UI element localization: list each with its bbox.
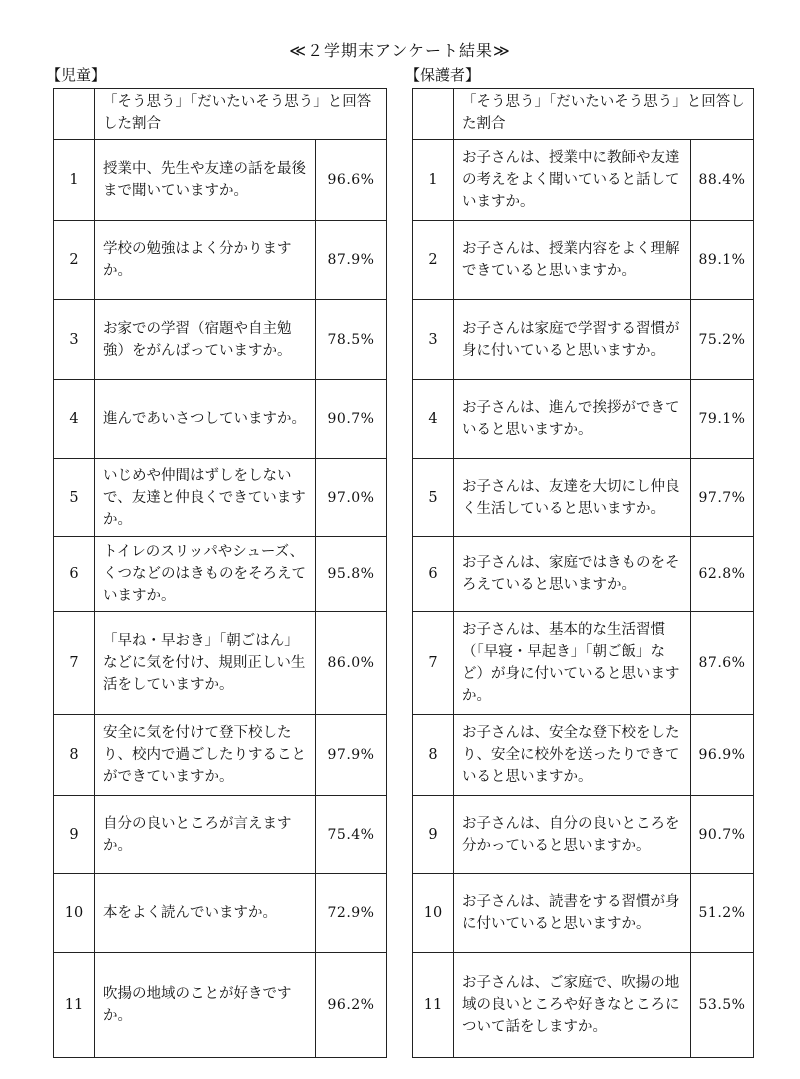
percent-cell: 96.2% — [316, 953, 387, 1058]
row-number: 10 — [54, 874, 95, 953]
student-row-7 — [54, 612, 387, 715]
student-row-3 — [54, 300, 387, 380]
percent-cell: 97.9% — [316, 715, 387, 796]
question-cell: お子さんは、授業内容をよく理解できていると思いますか。 — [454, 221, 691, 300]
question-cell: お子さんは、進んで挨拶ができていると思いますか。 — [454, 380, 691, 459]
guardian-row-4 — [413, 380, 754, 459]
student-row-8 — [54, 715, 387, 796]
row-number: 9 — [413, 796, 454, 874]
question-cell: 進んであいさつしていますか。 — [95, 380, 316, 459]
question-cell: 授業中、先生や友達の話を最後まで聞いていますか。 — [95, 140, 316, 221]
question-cell: お子さんは、読書をする習慣が身に付いていると思いますか。 — [454, 874, 691, 953]
question-cell: いじめや仲間はずしをしないで、友達と仲良くできていますか。 — [95, 459, 316, 537]
row-number: 2 — [54, 221, 95, 300]
row-number: 4 — [413, 380, 454, 459]
row-number: 1 — [413, 140, 454, 221]
student-header-num-cell — [54, 89, 95, 140]
question-cell: お子さんは、基本的な生活習慣（「早寝・早起き」「朝ご飯」など）が身に付いていると思いますか。 — [454, 612, 691, 715]
row-number: 8 — [54, 715, 95, 796]
percent-cell: 89.1% — [691, 221, 754, 300]
guardian-row-10 — [413, 874, 754, 953]
row-number: 6 — [413, 537, 454, 612]
percent-cell: 75.2% — [691, 300, 754, 380]
student-row-1 — [54, 140, 387, 221]
row-number: 4 — [54, 380, 95, 459]
question-cell: トイレのスリッパやシューズ、くつなどのはきものをそろえていますか。 — [95, 537, 316, 612]
guardian-survey-table — [412, 88, 754, 1058]
row-number: 5 — [413, 459, 454, 537]
percent-cell: 86.0% — [316, 612, 387, 715]
question-cell: お子さんは家庭で学習する習慣が身に付いていると思いますか。 — [454, 300, 691, 380]
percent-cell: 62.8% — [691, 537, 754, 612]
guardian-row-5 — [413, 459, 754, 537]
row-number: 2 — [413, 221, 454, 300]
student-section-label: 【児童】 — [46, 66, 107, 84]
question-cell: お家での学習（宿題や自主勉強）をがんばっていますか。 — [95, 300, 316, 380]
percent-cell: 88.4% — [691, 140, 754, 221]
student-row-6 — [54, 537, 387, 612]
question-cell: 自分の良いところが言えますか。 — [95, 796, 316, 874]
percent-cell: 72.9% — [316, 874, 387, 953]
question-cell: 安全に気を付けて登下校したり、校内で過ごしたりすることができていますか。 — [95, 715, 316, 796]
row-number: 1 — [54, 140, 95, 221]
student-row-5 — [54, 459, 387, 537]
guardian-row-6 — [413, 537, 754, 612]
percent-cell: 79.1% — [691, 380, 754, 459]
student-row-11 — [54, 953, 387, 1058]
guardian-row-1 — [413, 140, 754, 221]
student-row-10 — [54, 874, 387, 953]
row-number: 10 — [413, 874, 454, 953]
percent-cell: 51.2% — [691, 874, 754, 953]
row-number: 3 — [413, 300, 454, 380]
row-number: 6 — [54, 537, 95, 612]
percent-cell: 97.7% — [691, 459, 754, 537]
percent-cell: 96.6% — [316, 140, 387, 221]
guardian-header-cell: 「そう思う」「だいたいそう思う」と回答した割合 — [454, 89, 754, 140]
percent-cell: 87.9% — [316, 221, 387, 300]
row-number: 11 — [413, 953, 454, 1058]
percent-cell: 90.7% — [316, 380, 387, 459]
question-cell: お子さんは、安全な登下校をしたり、安全に校外を送ったりできていると思いますか。 — [454, 715, 691, 796]
guardian-header-row — [413, 89, 754, 140]
guardian-row-7 — [413, 612, 754, 715]
percent-cell: 78.5% — [316, 300, 387, 380]
row-number: 9 — [54, 796, 95, 874]
percent-cell: 95.8% — [316, 537, 387, 612]
row-number: 11 — [54, 953, 95, 1058]
question-cell: 本をよく読んでいますか。 — [95, 874, 316, 953]
question-cell: お子さんは、自分の良いところを分かっていると思いますか。 — [454, 796, 691, 874]
page-title: ≪２学期末アンケート結果≫ — [289, 41, 511, 60]
percent-cell: 75.4% — [316, 796, 387, 874]
guardian-row-11 — [413, 953, 754, 1058]
row-number: 5 — [54, 459, 95, 537]
guardian-row-8 — [413, 715, 754, 796]
student-header-row — [54, 89, 387, 140]
percent-cell: 90.7% — [691, 796, 754, 874]
student-row-4 — [54, 380, 387, 459]
question-cell: 学校の勉強はよく分かりますか。 — [95, 221, 316, 300]
row-number: 7 — [54, 612, 95, 715]
student-header-cell: 「そう思う」「だいたいそう思う」と回答した割合 — [95, 89, 387, 140]
student-row-2 — [54, 221, 387, 300]
guardian-section-label: 【保護者】 — [405, 66, 481, 84]
percent-cell: 53.5% — [691, 953, 754, 1058]
row-number: 7 — [413, 612, 454, 715]
row-number: 3 — [54, 300, 95, 380]
question-cell: 「早ね・早おき」「朝ごはん」などに気を付け、規則正しい生活をしていますか。 — [95, 612, 316, 715]
percent-cell: 96.9% — [691, 715, 754, 796]
guardian-row-3 — [413, 300, 754, 380]
question-cell: お子さんは、友達を大切にし仲良く生活していると思いますか。 — [454, 459, 691, 537]
student-survey-table — [53, 88, 387, 1058]
student-row-9 — [54, 796, 387, 874]
question-cell: お子さんは、家庭ではきものをそろえていると思いますか。 — [454, 537, 691, 612]
guardian-header-num-cell — [413, 89, 454, 140]
percent-cell: 97.0% — [316, 459, 387, 537]
guardian-row-2 — [413, 221, 754, 300]
question-cell: お子さんは、ご家庭で、吹揚の地域の良いところや好きなところについて話をしますか。 — [454, 953, 691, 1058]
percent-cell: 87.6% — [691, 612, 754, 715]
guardian-row-9 — [413, 796, 754, 874]
question-cell: 吹揚の地域のことが好きですか。 — [95, 953, 316, 1058]
row-number: 8 — [413, 715, 454, 796]
question-cell: お子さんは、授業中に教師や友達の考えをよく聞いていると話していますか。 — [454, 140, 691, 221]
